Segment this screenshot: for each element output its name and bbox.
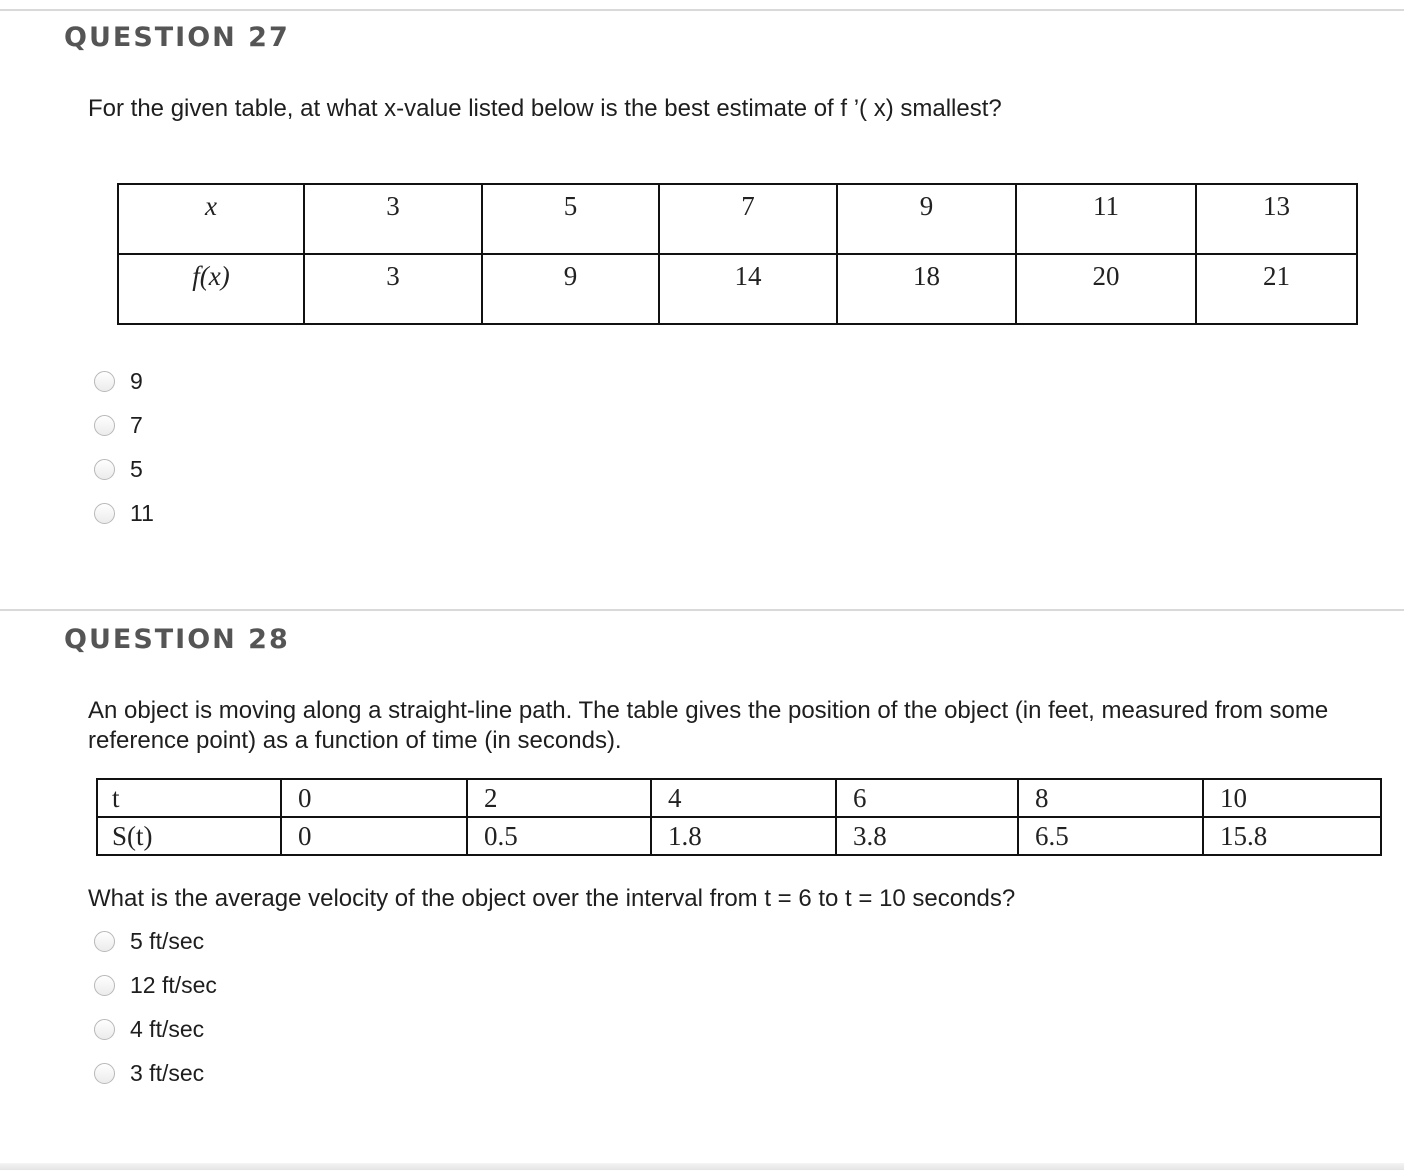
row-label-t: t	[97, 779, 281, 817]
bottom-edge	[0, 1163, 1404, 1170]
t-cell: 4	[651, 779, 836, 817]
t-cell: 6	[836, 779, 1018, 817]
question-27-title: QUESTION 27	[64, 22, 290, 53]
option-28-a[interactable]	[94, 919, 217, 963]
option-label[interactable]: 7	[130, 411, 143, 438]
table-row-fx	[118, 254, 1357, 324]
radio-button[interactable]	[94, 975, 115, 996]
radio-button[interactable]	[94, 1063, 115, 1084]
question-27-table	[117, 183, 1358, 325]
radio-button[interactable]	[94, 1019, 115, 1040]
top-divider	[0, 9, 1404, 11]
option-27-c[interactable]	[94, 447, 154, 491]
fx-cell: 3	[304, 254, 482, 324]
radio-button[interactable]	[94, 503, 115, 524]
question-28-table	[96, 778, 1382, 856]
row-label-x: x	[118, 184, 304, 254]
option-label[interactable]: 5	[130, 455, 143, 482]
table-row-s	[97, 817, 1381, 855]
t-cell: 8	[1018, 779, 1203, 817]
x-cell: 13	[1196, 184, 1357, 254]
t-cell: 0	[281, 779, 467, 817]
x-cell: 7	[659, 184, 837, 254]
option-label[interactable]: 5 ft/sec	[130, 927, 205, 954]
question-28-subquestion: What is the average velocity of the object over the interval from t = 6 to t = 10 seconds?	[88, 885, 1016, 912]
x-cell: 11	[1016, 184, 1196, 254]
radio-button[interactable]	[94, 459, 115, 480]
radio-button[interactable]	[94, 415, 115, 436]
fx-cell: 9	[482, 254, 659, 324]
question-28-prompt: An object is moving along a straight-line path. The table gives the position of the object (in feet, measured from some reference point) as a function of time (in seconds).	[88, 697, 1329, 754]
s-cell: 6.5	[1018, 817, 1203, 855]
x-cell: 9	[837, 184, 1016, 254]
option-label[interactable]: 12 ft/sec	[130, 971, 217, 998]
option-28-d[interactable]	[94, 1051, 217, 1095]
s-cell: 0	[281, 817, 467, 855]
fx-cell: 20	[1016, 254, 1196, 324]
s-cell: 0.5	[467, 817, 651, 855]
row-label-fx: f(x)	[118, 254, 304, 324]
x-cell: 3	[304, 184, 482, 254]
option-27-b[interactable]	[94, 403, 154, 447]
question-27-prompt: For the given table, at what x-value listed below is the best estimate of f ’( x) smallest?	[88, 95, 1002, 122]
option-27-d[interactable]	[94, 491, 154, 535]
x-cell: 5	[482, 184, 659, 254]
s-cell: 1.8	[651, 817, 836, 855]
question-28-title: QUESTION 28	[64, 624, 290, 655]
question-28-options	[94, 919, 217, 1095]
t-cell: 10	[1203, 779, 1381, 817]
s-cell: 3.8	[836, 817, 1018, 855]
option-label[interactable]: 3 ft/sec	[130, 1059, 205, 1086]
option-28-b[interactable]	[94, 963, 217, 1007]
row-label-s: S(t)	[97, 817, 281, 855]
question-divider	[0, 609, 1404, 611]
option-label[interactable]: 11	[130, 499, 154, 526]
fx-cell: 14	[659, 254, 837, 324]
s-cell: 15.8	[1203, 817, 1381, 855]
table-row-x	[118, 184, 1357, 254]
question-27-options	[94, 359, 154, 535]
radio-button[interactable]	[94, 371, 115, 392]
fx-cell: 18	[837, 254, 1016, 324]
option-28-c[interactable]	[94, 1007, 217, 1051]
option-label[interactable]: 4 ft/sec	[130, 1015, 205, 1042]
option-27-a[interactable]	[94, 359, 154, 403]
fx-cell: 21	[1196, 254, 1357, 324]
option-label[interactable]: 9	[130, 367, 143, 394]
t-cell: 2	[467, 779, 651, 817]
radio-button[interactable]	[94, 931, 115, 952]
table-row-t	[97, 779, 1381, 817]
